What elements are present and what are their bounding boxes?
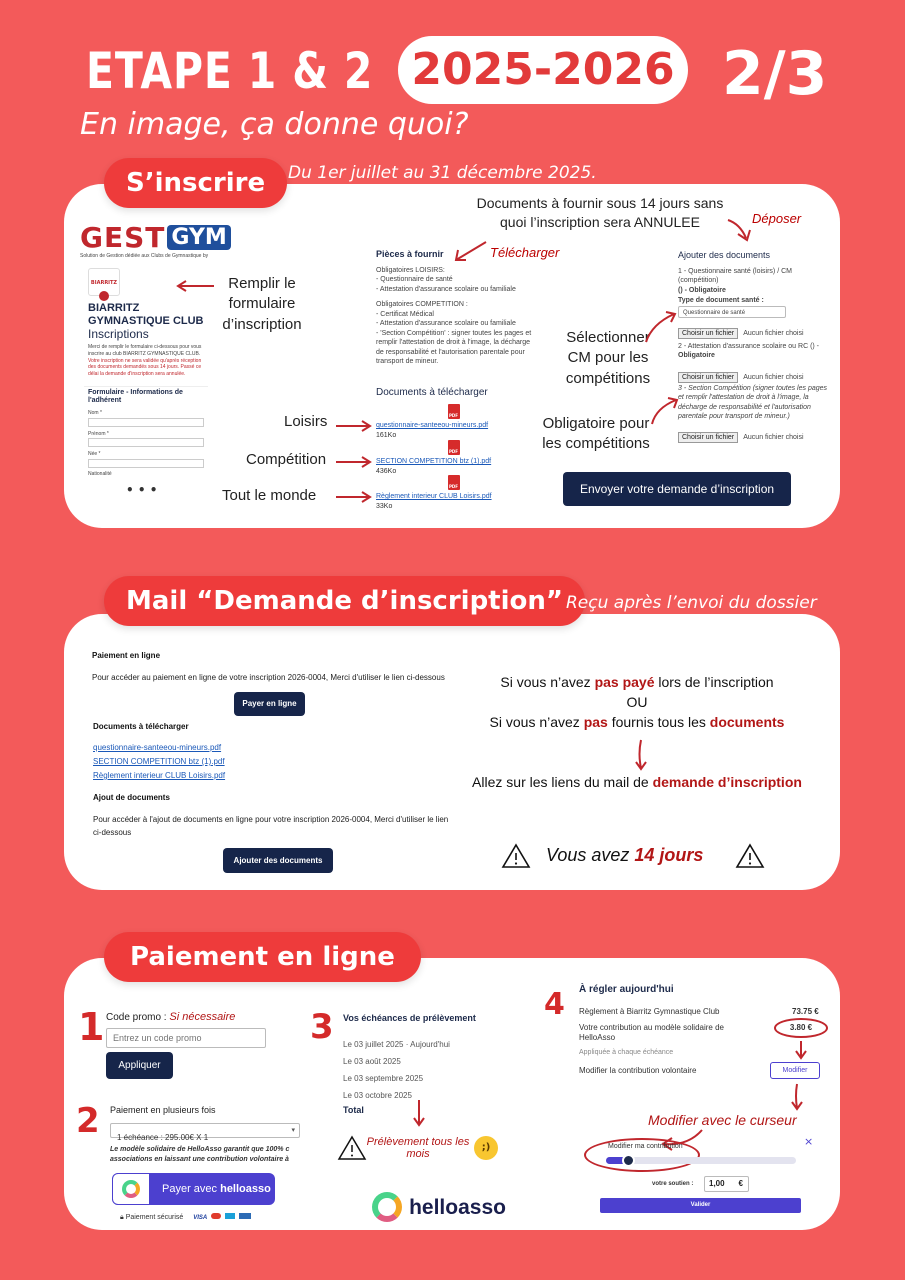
- step-number-4: 4: [544, 987, 565, 1022]
- pdf-icon: [448, 404, 460, 419]
- instr-line-3: Si vous n’avez pas fournis tous les documents: [489, 714, 785, 730]
- solidaire-text: Le modèle solidaire de HelloAsso garantit que 100% c associations en laissant une contribution volontaire à: [110, 1146, 290, 1164]
- arrow-select-cm: [644, 310, 678, 344]
- pay-online-button[interactable]: Payer en ligne: [234, 692, 305, 716]
- gestgym-logo: GEST GYM: [80, 224, 231, 252]
- arrow-remplir: [176, 280, 216, 292]
- reg-line-1: Règlement à Biarritz Gymnastique Club: [579, 1007, 720, 1016]
- intro-text: Merci de remplir le formulaire ci-dessous pour vous inscrire au club BIARRITZ GYMNASTIQUE CLUB. Votre inscription ne sera validée qu'après réception des documents demandés sous 14 jours. Passé ce délai la demande d'inscription sera annulée.: [88, 344, 202, 377]
- file-row-3: [678, 424, 804, 443]
- step-number-1: 1: [78, 1005, 105, 1049]
- doc-size-2: 436Ko: [376, 468, 397, 475]
- label-tout-le-monde: Tout le monde: [222, 487, 317, 504]
- file-row-1: [678, 320, 804, 339]
- arrow-tout-le-monde: [334, 491, 374, 503]
- instr-line-2: OU: [626, 694, 648, 710]
- arrow-oblig-comp: [650, 396, 680, 426]
- step-number-2: 2: [76, 1101, 100, 1141]
- contribution-slider[interactable]: [606, 1157, 796, 1164]
- club-logo: BIARRITZ: [88, 268, 120, 296]
- instr-line-1: Si vous n’avez pas payé lors de l’inscription: [500, 674, 774, 690]
- mail-note: Reçu après l’envoi du dossier: [566, 593, 817, 613]
- file-status-3: Aucun fichier choisi: [743, 434, 804, 441]
- delay-warning: Vous avez 14 jours: [546, 845, 704, 865]
- inscription-period: Du 1er juillet au 31 décembre 2025.: [288, 163, 597, 183]
- apply-promo-button[interactable]: Appliquer: [106, 1052, 173, 1079]
- echeance-item: Le 03 août 2025: [343, 1057, 401, 1066]
- add-item-2: 2 - Attestation d'assurance scolaire ou RC () - Obligatoire: [678, 343, 820, 360]
- mail-pay-title: Paiement en ligne: [92, 651, 161, 660]
- mail-pay-text: Pour accéder au paiement en ligne de votre inscription 2026-0004, Merci d'utiliser le lien ci-dessous: [92, 673, 445, 682]
- field-ne-label: Née *: [88, 451, 101, 458]
- secure-payment: 🔒︎ Paiement sécurisé VISA: [120, 1213, 251, 1221]
- mail-doc-link-2[interactable]: SECTION COMPETITION btz (1).pdf: [93, 757, 225, 766]
- top-docs-note: Documents à fournir sous 14 jours sans quoi l’inscription sera ANNULEE: [476, 195, 724, 230]
- echeance-item: Le 03 juillet 2025 · Aujourd'hui: [343, 1040, 450, 1049]
- reg-modif-label: Modifier la contribution volontaire: [579, 1066, 697, 1075]
- warning-icon: [338, 1135, 366, 1161]
- arrow-competition: [334, 456, 374, 468]
- file-status-2: Aucun fichier choisi: [743, 374, 804, 381]
- instr-line-4: Allez sur les liens du mail de demande d’inscription: [472, 774, 802, 790]
- file-row-2: [678, 364, 804, 383]
- valider-button[interactable]: Valider: [600, 1198, 801, 1213]
- helloasso-icon: [112, 1173, 150, 1205]
- subtitle: En image, ça donne quoi?: [80, 107, 469, 142]
- add-item-1: 1 - Questionnaire santé (loisirs) / CM (compétition) () - Obligatoire: [678, 268, 792, 294]
- type-doc-select[interactable]: Questionnaire de santé: [678, 306, 786, 318]
- doc-size-3: 33Ko: [376, 503, 393, 510]
- chevron-down-icon: ▾: [291, 1126, 295, 1134]
- mail-docs-title: Documents à télécharger: [93, 722, 189, 731]
- echeances-title: Vos échéances de prélèvement: [343, 1013, 476, 1023]
- plusieurs-label: Paiement en plusieurs fois: [110, 1105, 216, 1115]
- mail-add-title: Ajout de documents: [93, 793, 170, 802]
- slider-handle[interactable]: [622, 1154, 635, 1167]
- telecharger-label: Télécharger: [490, 245, 560, 260]
- file-status-1: Aucun fichier choisi: [743, 330, 804, 337]
- label-loisirs: Loisirs: [284, 413, 328, 430]
- arrow-telecharger: [452, 240, 488, 262]
- add-docs-title: Ajouter des documents: [678, 250, 771, 260]
- arrow-down-echeances: [412, 1098, 426, 1128]
- total-label: Total: [343, 1105, 364, 1115]
- section-pill-inscrire: S’inscrire: [104, 158, 287, 208]
- gestgym-tagline: Solution de Gestion dédiée aux Clubs de Gymnastique by: [80, 253, 209, 259]
- card-logo-icon: [225, 1213, 235, 1219]
- wink-emoji-icon: ;): [474, 1136, 498, 1160]
- soutien-input[interactable]: 1,00 €: [704, 1176, 749, 1192]
- prelevement-note: Prélèvement tous les mois: [366, 1136, 470, 1161]
- club-name: BIARRITZ GYMNASTIQUE CLUB: [88, 302, 204, 327]
- modifier-button[interactable]: Modifier: [770, 1062, 820, 1079]
- doc-link-2[interactable]: SECTION COMPETITION btz (1).pdf: [376, 458, 492, 465]
- pdf-icon: [448, 440, 460, 455]
- docs-title: Documents à télécharger: [376, 387, 488, 398]
- deposer-label: Déposer: [752, 211, 802, 226]
- field-prenom-label: Prénom *: [88, 430, 109, 437]
- arrow-loisirs: [334, 420, 374, 432]
- field-nom-label: Nom *: [88, 409, 102, 416]
- form-title: Formulaire - Informations de l'adhérent: [88, 389, 183, 405]
- type-doc-label: Type de document santé :: [678, 297, 764, 304]
- field-ne-input[interactable]: [88, 459, 204, 468]
- doc-size-1: 161Ko: [376, 432, 397, 439]
- mail-add-text: Pour accéder à l'ajout de documents en ligne pour votre inscription 2026-0004, Merci d'utiliser le lien ci-dessous: [93, 815, 449, 837]
- promo-label: Code promo : Si nécessaire: [106, 1011, 236, 1023]
- form-panel: [84, 386, 208, 478]
- pieces-list: Obligatoires LOISIRS: - Questionnaire de santé - Attestation d'assurance scolaire ou familiale Obligatoires COMPETITION : - Certificat Médical - Attestation d'assurance scolaire ou familiale - 'Section Compétition' : signer toutes les pages et remplir l'attestation de droit à l'image, la décharge de responsabilité et l'autorisation parentale pour transport de mineur.: [376, 267, 532, 365]
- step-number-3: 3: [310, 1007, 334, 1047]
- field-nat-label: Nationalité: [88, 471, 112, 478]
- close-icon[interactable]: ×: [804, 1135, 814, 1148]
- promo-input[interactable]: [106, 1028, 266, 1048]
- doc-link-1[interactable]: questionnaire-santeeou-mineurs.pdf: [376, 422, 489, 429]
- pay-helloasso-button[interactable]: Payer avec helloasso: [112, 1173, 275, 1205]
- warning-icon: [735, 843, 765, 869]
- card-logo-icon: [239, 1213, 251, 1219]
- helloasso-logo-icon: [372, 1192, 402, 1222]
- add-item-3: 3 - Section Compétition (signer toutes les pages et remplir l'attestation de droit à l'image, la décharge de responsabilité et l'autorisation parentale pour transport de mineur.): [678, 385, 828, 421]
- echeances-list: [343, 1036, 450, 1104]
- etape-title: ETAPE 1 & 2: [86, 42, 374, 100]
- year-badge: 2025-2026: [398, 36, 688, 104]
- choose-file-button-2[interactable]: Choisir un fichier: [678, 372, 738, 383]
- pieces-title: Pièces à fournir: [376, 249, 444, 259]
- section-pill-mail: Mail “Demande d’inscription”: [104, 576, 585, 626]
- field-prenom-input[interactable]: [88, 438, 204, 447]
- choose-file-button-3[interactable]: Choisir un fichier: [678, 432, 738, 443]
- mail-instructions: [450, 672, 824, 792]
- remplir-label: Remplir le formulaire d’inscription: [222, 275, 302, 333]
- choose-file-button-1[interactable]: Choisir un fichier: [678, 328, 738, 339]
- echeance-item: Le 03 octobre 2025: [343, 1091, 412, 1100]
- doc-link-3[interactable]: Règlement interieur CLUB Loisirs.pdf: [376, 493, 492, 500]
- slider-label: Modifier ma contribution: [608, 1143, 683, 1150]
- regler-title: À régler aujourd'hui: [579, 984, 674, 995]
- helloasso-logo: helloasso: [372, 1192, 506, 1222]
- field-nom-input[interactable]: [88, 418, 204, 427]
- reg-amount-1: 73.75 €: [792, 1007, 819, 1016]
- soutien-label: votre soutien :: [652, 1181, 694, 1187]
- more-dots: • • •: [126, 483, 158, 497]
- arrow-deposer: [726, 218, 754, 242]
- card-logos: VISA: [193, 1215, 208, 1221]
- select-cm-note: Sélectionner CM pour les compétitions: [565, 329, 651, 387]
- inscriptions-heading: Inscriptions: [88, 327, 149, 341]
- section-pill-paiement: Paiement en ligne: [104, 932, 421, 982]
- reg-note: Appliquée à chaque échéance: [579, 1049, 674, 1056]
- arrow-down-amount: [794, 1039, 808, 1061]
- reg-line-2: Votre contribution au modèle solidaire de HelloAsso: [579, 1023, 724, 1043]
- label-competition: Compétition: [246, 451, 327, 468]
- send-inscription-button[interactable]: Envoyer votre demande d’inscription: [563, 472, 791, 506]
- mail-doc-link-3[interactable]: Règlement interieur CLUB Loisirs.pdf: [93, 771, 226, 780]
- arrow-down-mail: [634, 738, 648, 772]
- warning-icon: [501, 843, 531, 869]
- card-logo-icon: [211, 1213, 221, 1219]
- page-number: 2/3: [722, 39, 828, 109]
- echeance-item: Le 03 septembre 2025: [343, 1074, 424, 1083]
- oblig-comp-note: Obligatoire pour les compétitions: [542, 415, 650, 453]
- pdf-icon: [448, 475, 460, 490]
- add-documents-button[interactable]: Ajouter des documents: [223, 848, 333, 873]
- mail-doc-link-1[interactable]: questionnaire-santeeou-mineurs.pdf: [93, 743, 222, 752]
- echeance-select[interactable]: 1 échéance : 295.00€ X 1 ▾: [110, 1123, 300, 1138]
- arrow-down-modifier: [790, 1082, 804, 1112]
- curseur-note: Modifier avec le curseur: [648, 1112, 797, 1128]
- lock-icon: 🔒︎: [120, 1214, 124, 1221]
- reg-amount-2: 3.80 €: [774, 1018, 828, 1038]
